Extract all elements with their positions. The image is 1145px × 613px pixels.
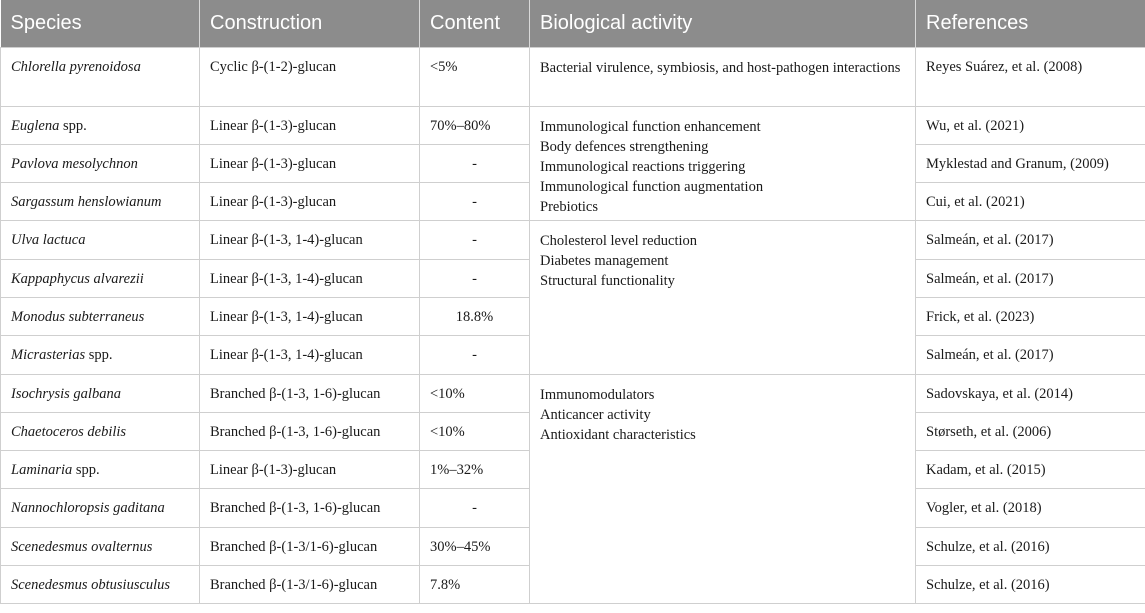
reference-cell: Størseth, et al. (2006) [916, 412, 1145, 450]
construction-cell: Branched β-(1-3/1-6)-glucan [200, 527, 420, 565]
species-cell: Chlorella pyrenoidosa [1, 47, 200, 106]
activity-line: Immunological reactions triggering [540, 158, 746, 175]
reference-cell: Salmeán, et al. (2017) [916, 259, 1145, 297]
table-row [1, 106, 1145, 144]
activity-line: Anticancer activity [540, 406, 651, 423]
reference-cell: Frick, et al. (2023) [916, 297, 1145, 335]
reference-cell: Reyes Suárez, et al. (2008) [916, 47, 1145, 106]
construction-cell: Linear β-(1-3, 1-4)-glucan [200, 297, 420, 335]
table-row [1, 47, 1145, 106]
species-cell: Scenedesmus obtusiusculus [1, 566, 200, 604]
activity-line: Structural functionality [540, 273, 675, 290]
activity-line: Immunomodulators [540, 386, 655, 403]
reference-cell: Schulze, et al. (2016) [916, 566, 1145, 604]
activity-line: Cholesterol level reduction [540, 233, 698, 250]
construction-cell: Branched β-(1-3, 1-6)-glucan [200, 412, 420, 450]
species-cell: Isochrysis galbana [1, 374, 200, 412]
table-row [1, 374, 1145, 412]
activity-line: Diabetes management [540, 253, 669, 270]
construction-cell: Linear β-(1-3, 1-4)-glucan [200, 259, 420, 297]
reference-cell: Myklestad and Granum, (2009) [916, 144, 1145, 182]
reference-cell: Cui, et al. (2021) [916, 183, 1145, 221]
species-cell: Monodus subterraneus [1, 297, 200, 335]
species-cell: Laminaria spp. [1, 451, 200, 489]
construction-cell: Branched β-(1-3/1-6)-glucan [200, 566, 420, 604]
species-cell: Kappaphycus alvarezii [1, 259, 200, 297]
species-cell: Scenedesmus ovalternus [1, 527, 200, 565]
table-header-row [1, 0, 1145, 47]
reference-cell: Vogler, et al. (2018) [916, 489, 1145, 527]
content-cell: <5% [420, 47, 530, 106]
header-construction: Construction [200, 0, 420, 47]
content-cell: - [420, 183, 530, 221]
species-cell: Ulva lactuca [1, 221, 200, 259]
activity-cell [530, 47, 916, 106]
activity-cell [530, 221, 916, 374]
construction-cell: Cyclic β-(1-2)-glucan [200, 47, 420, 106]
table-row [1, 221, 1145, 259]
reference-cell: Salmeán, et al. (2017) [916, 221, 1145, 259]
activity-cell [530, 374, 916, 604]
activity-line: Immunological function enhancement [540, 118, 761, 135]
construction-cell: Linear β-(1-3)-glucan [200, 183, 420, 221]
construction-cell: Branched β-(1-3, 1-6)-glucan [200, 374, 420, 412]
construction-cell: Linear β-(1-3)-glucan [200, 106, 420, 144]
activity-line: Immunological function augmentation [540, 178, 764, 195]
reference-cell: Salmeán, et al. (2017) [916, 336, 1145, 374]
content-cell: 1%–32% [420, 451, 530, 489]
construction-cell: Linear β-(1-3, 1-4)-glucan [200, 336, 420, 374]
construction-cell: Branched β-(1-3, 1-6)-glucan [200, 489, 420, 527]
activity-line: Bacterial virulence, symbiosis, and host-pathogen interactions [540, 59, 901, 76]
species-cell: Chaetoceros debilis [1, 412, 200, 450]
content-cell: <10% [420, 374, 530, 412]
header-content: Content [420, 0, 530, 47]
construction-cell: Linear β-(1-3)-glucan [200, 451, 420, 489]
species-cell: Sargassum henslowianum [1, 183, 200, 221]
content-cell: - [420, 221, 530, 259]
species-cell: Pavlova mesolychnon [1, 144, 200, 182]
construction-cell: Linear β-(1-3)-glucan [200, 144, 420, 182]
content-cell: 70%–80% [420, 106, 530, 144]
activity-line: Body defences strengthening [540, 138, 709, 155]
activity-cell [530, 106, 916, 221]
reference-cell: Schulze, et al. (2016) [916, 527, 1145, 565]
species-cell: Euglena spp. [1, 106, 200, 144]
content-cell: - [420, 144, 530, 182]
header-activity: Biological activity [530, 0, 916, 47]
content-cell: - [420, 489, 530, 527]
activity-line: Antioxidant characteristics [540, 426, 696, 443]
content-cell: 18.8% [420, 297, 530, 335]
header-references: References [916, 0, 1145, 47]
reference-cell: Sadovskaya, et al. (2014) [916, 374, 1145, 412]
construction-cell: Linear β-(1-3, 1-4)-glucan [200, 221, 420, 259]
reference-cell: Wu, et al. (2021) [916, 106, 1145, 144]
content-cell: <10% [420, 412, 530, 450]
content-cell: - [420, 336, 530, 374]
activity-line: Prebiotics [540, 198, 598, 215]
content-cell: 7.8% [420, 566, 530, 604]
header-species: Species [1, 0, 200, 47]
reference-cell: Kadam, et al. (2015) [916, 451, 1145, 489]
content-cell: - [420, 259, 530, 297]
species-cell: Nannochloropsis gaditana [1, 489, 200, 527]
species-cell: Micrasterias spp. [1, 336, 200, 374]
content-cell: 30%–45% [420, 527, 530, 565]
